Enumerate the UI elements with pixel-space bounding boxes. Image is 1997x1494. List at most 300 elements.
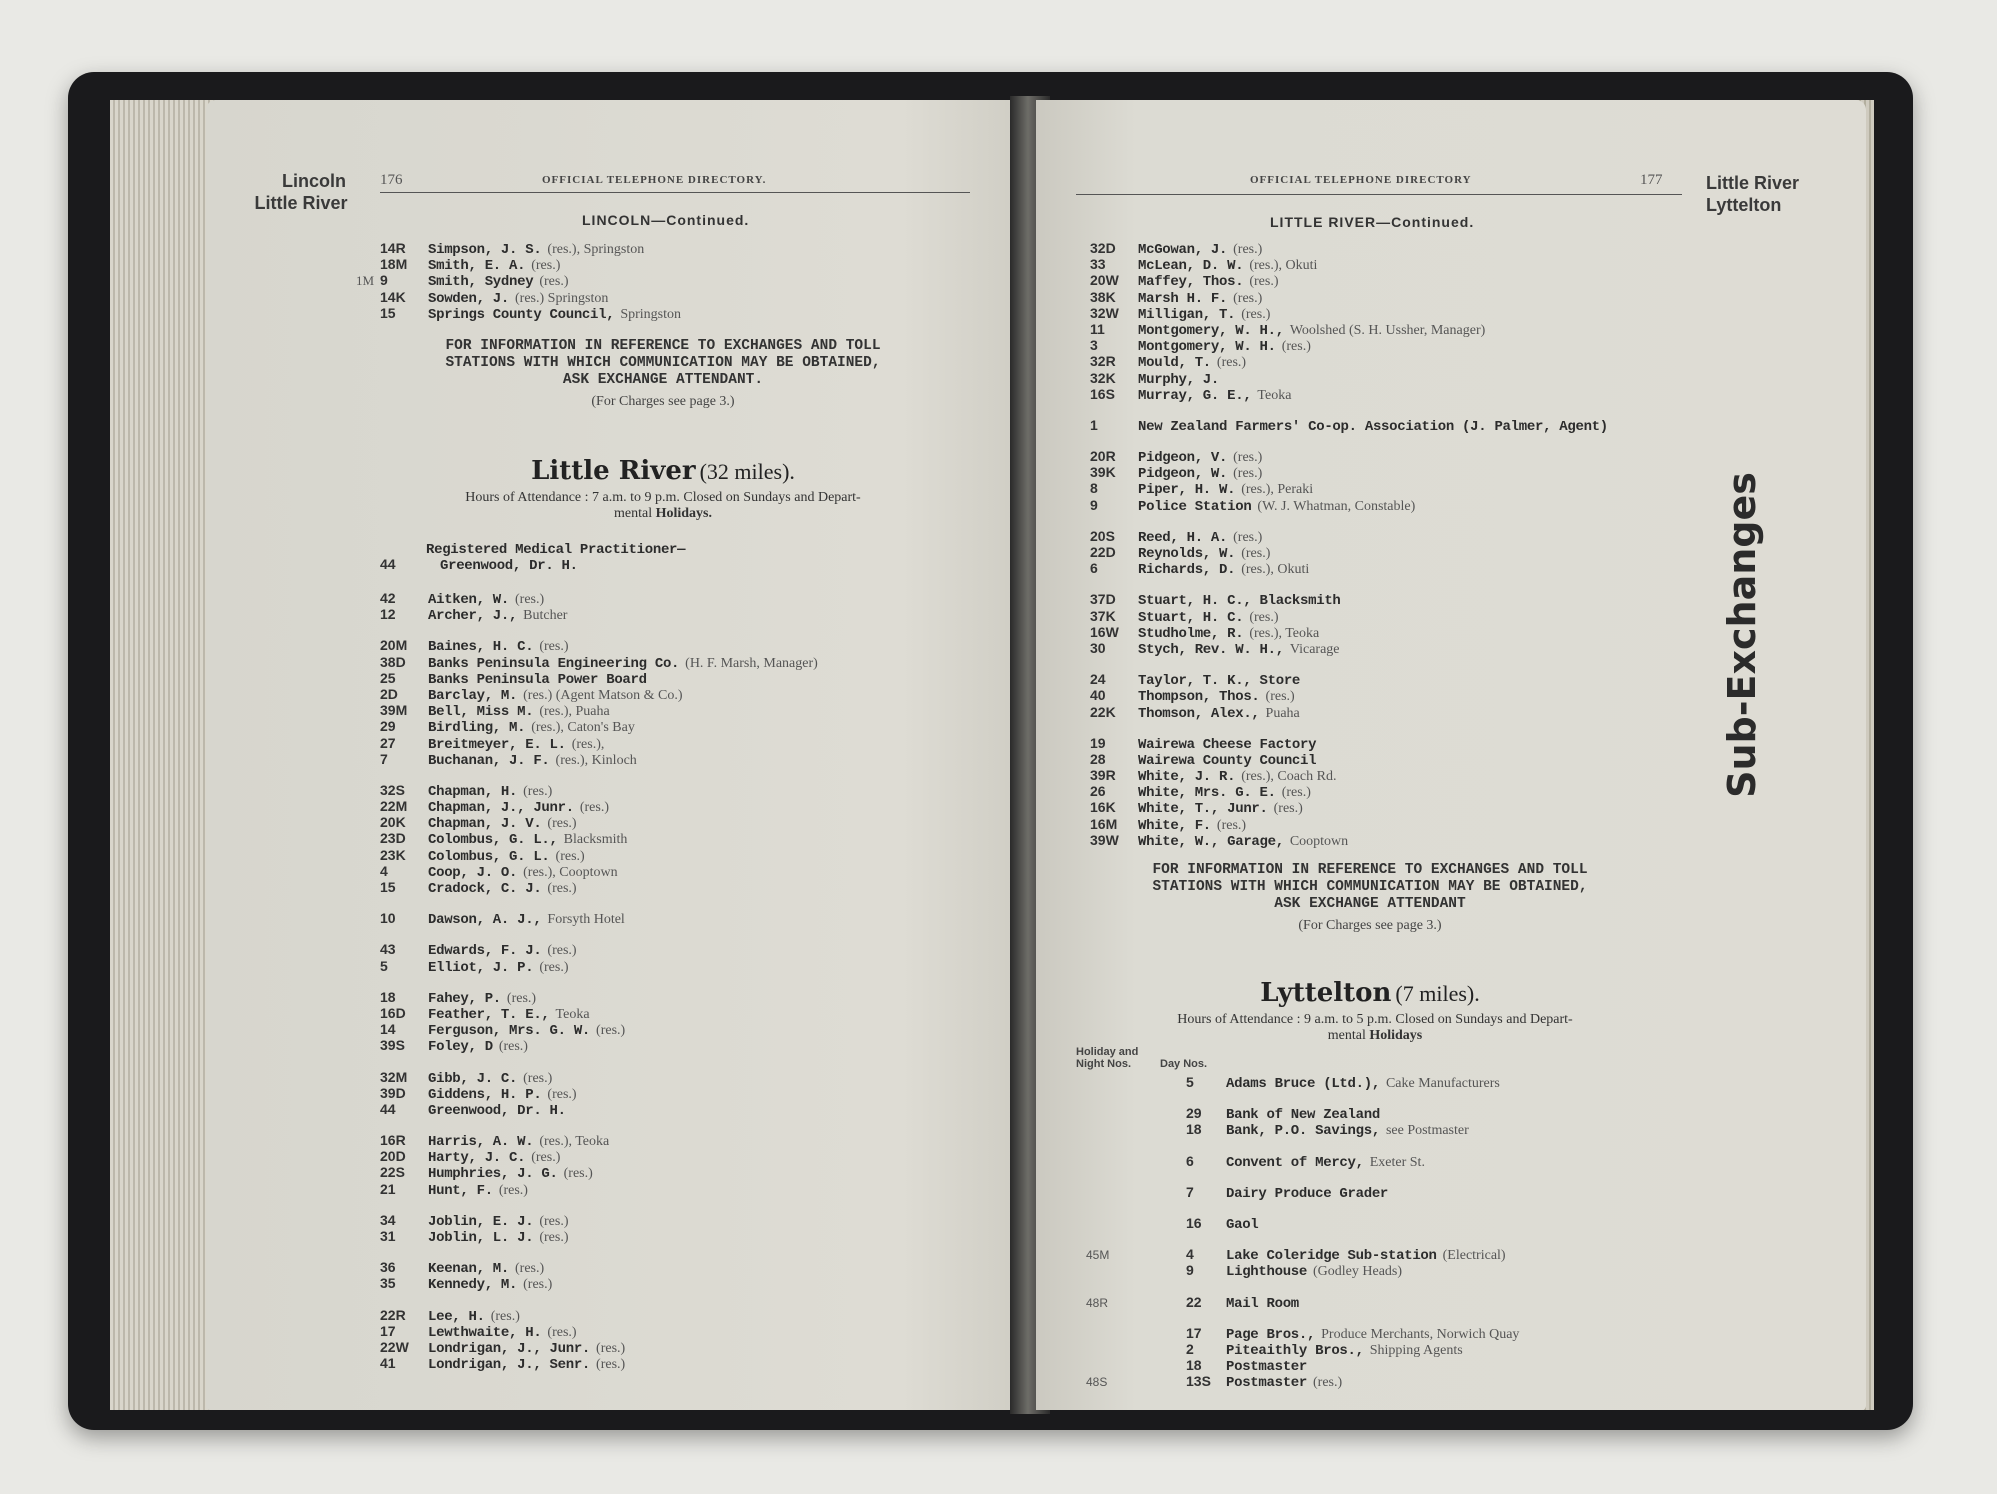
entry-name: Piteaithly Bros., <box>1226 1342 1364 1359</box>
entry-name: Giddens, H. P. <box>428 1086 542 1103</box>
entry-name: Foley, D <box>428 1039 493 1056</box>
header-rule <box>1076 194 1682 195</box>
entry-detail: (res.), Coach Rd. <box>1241 769 1337 785</box>
column-head-line: Holiday and <box>1076 1046 1139 1058</box>
directory-entry <box>380 958 818 974</box>
directory-entry <box>380 735 818 751</box>
entry-name: Edwards, F. J. <box>428 943 542 960</box>
entry-name: Reynolds, W. <box>1138 546 1236 562</box>
directory-entry <box>380 1307 818 1323</box>
entry-detail: (res.) <box>523 783 553 799</box>
entry-name: Murray, G. E., <box>1138 387 1252 404</box>
entry-number: 8 <box>1090 480 1098 497</box>
directory-entry <box>380 1259 818 1278</box>
entry-name: Banks Peninsula Engineering Co. <box>428 655 680 672</box>
directory-entry <box>1086 1341 1519 1357</box>
exchange-miles: (7 miles). <box>1395 981 1480 1006</box>
entry-detail: (res.) <box>596 1023 626 1039</box>
entry-name: Montgomery, W. H., <box>1138 322 1284 339</box>
directory-entry <box>380 1181 818 1197</box>
entry-number: 38D <box>380 653 406 670</box>
entry-number: 21 <box>380 1180 396 1197</box>
entry-number: 17 <box>380 1322 396 1339</box>
entry-name: Lighthouse <box>1226 1264 1308 1281</box>
entry-name: Maffey, Thos. <box>1138 274 1244 291</box>
entry-detail: (res.), Okuti <box>1249 258 1318 274</box>
header-rule <box>380 192 970 193</box>
directory-entry <box>1090 640 1608 656</box>
entry-number: 32W <box>1090 304 1119 321</box>
entry-detail: (res.) <box>506 990 537 1006</box>
directory-entry <box>380 798 818 817</box>
entry-detail: (res.) <box>579 800 609 816</box>
info-notice <box>378 338 948 389</box>
page-number: 176 <box>380 172 403 188</box>
entry-detail: (res.) <box>523 1070 553 1086</box>
entry-name: Mould, T. <box>1138 355 1211 372</box>
entry-number: 16D <box>380 1004 406 1021</box>
entry-name: Stych, Rev. W. H., <box>1138 641 1284 658</box>
directory-entry <box>1086 1262 1519 1281</box>
info-line: STATIONS WITH WHICH COMMUNICATION MAY BE OBTAINED, <box>1152 879 1588 895</box>
exchange-name: Lyttelton <box>1260 978 1392 1008</box>
entry-name: Archer, J., <box>428 608 518 625</box>
entry-name: Piper, H. W. <box>1138 482 1236 499</box>
entry-number: 33 <box>1090 256 1106 273</box>
entry-detail: (res.) <box>555 848 585 864</box>
entry-name: Page Bros., <box>1226 1326 1316 1343</box>
entry-name: Londrigan, J., Senr. <box>428 1357 591 1374</box>
directory-entry <box>380 1275 818 1294</box>
directory-entry <box>356 256 681 275</box>
entry-name: Aitken, W. <box>428 592 510 608</box>
entry-number: 32S <box>380 781 405 798</box>
directory-entry <box>1090 671 1608 690</box>
page-number: 177 <box>1640 172 1663 188</box>
entry-name: Montgomery, W. H. <box>1138 339 1276 356</box>
entry-number: 22S <box>380 1164 405 1181</box>
lincoln-entries <box>356 240 681 321</box>
exchange-heading <box>378 456 948 486</box>
section-title: LINCOLN—Continued. <box>582 212 750 228</box>
entry-name: White, F. <box>1138 817 1211 834</box>
entry-name: Greenwood, Dr. H. <box>428 1102 566 1119</box>
entry-number: 4 <box>1186 1246 1194 1263</box>
entry-number: 20K <box>380 814 406 831</box>
hours-line: Hours of Attendance : 9 a.m. to 5 p.m. Closed on Sundays and Depart- <box>1177 1012 1573 1027</box>
entry-number: 18M <box>380 256 408 273</box>
entry-number: 7 <box>380 750 388 767</box>
entry-detail: (res.) <box>547 943 577 959</box>
entry-detail: (res.), Teoka <box>539 1134 610 1150</box>
entry-name: Stuart, H. C., Blacksmith <box>1138 593 1341 610</box>
entry-detail: (res.) <box>596 1340 626 1356</box>
directory-entry <box>1090 608 1608 624</box>
entry-name: Marsh H. F. <box>1138 290 1228 307</box>
directory-entry <box>1090 735 1608 751</box>
entry-name: Cradock, C. J. <box>428 881 542 897</box>
entry-number: 22R <box>380 1306 406 1323</box>
directory-entry <box>380 1069 818 1085</box>
entry-name: White, J. R. <box>1138 769 1236 786</box>
hours-line: Hours of Attendance : 7 a.m. to 9 p.m. Closed on Sundays and Depart- <box>465 490 861 505</box>
entry-number: 20R <box>1090 448 1116 465</box>
entry-detail: (res.) (Agent Matson & Co.) <box>523 687 683 703</box>
entry-detail: (res.) <box>1216 817 1247 833</box>
entry-name: Elliot, J. P. <box>428 959 534 976</box>
directory-entry <box>1090 480 1608 499</box>
thumb-index-left <box>254 170 354 214</box>
entry-number: 16S <box>1090 385 1115 402</box>
entry-number: 23K <box>380 846 406 863</box>
entry-detail: (res.) <box>1241 306 1271 322</box>
directory-entry <box>380 637 818 656</box>
entry-detail: (res.) <box>1241 546 1271 561</box>
entry-detail: (res.) <box>596 1357 626 1373</box>
directory-entry <box>1090 448 1608 467</box>
thumb-index-item: Little River <box>254 193 348 213</box>
directory-entry <box>1090 767 1608 786</box>
entry-number: 30 <box>1090 639 1106 656</box>
entry-number: 34 <box>380 1211 396 1228</box>
entry-number: 42 <box>380 590 396 606</box>
entry-name: Convent of Mercy, <box>1226 1154 1364 1171</box>
entry-number: 24 <box>1090 671 1106 688</box>
directory-entry <box>1086 1294 1519 1310</box>
medical-entry <box>380 556 578 574</box>
exchange-miles: (32 miles). <box>699 459 795 484</box>
directory-entry <box>1090 560 1608 579</box>
column-head-line: Night Nos. <box>1076 1058 1131 1070</box>
entry-number: 20W <box>1090 272 1119 289</box>
entry-name: Pidgeon, W. <box>1138 466 1228 483</box>
entry-name: White, W., Garage, <box>1138 833 1284 850</box>
entry-name: Postmaster <box>1226 1375 1308 1392</box>
info-line: ASK EXCHANGE ATTENDANT. <box>562 372 764 388</box>
entry-name: Gibb, J. C. <box>428 1070 518 1087</box>
entry-number: 20D <box>380 1148 406 1165</box>
little-river-entries <box>1090 240 1608 848</box>
directory-entry <box>1086 1373 1519 1392</box>
entry-name: Colombus, G. L., <box>428 832 558 849</box>
entry-detail: Produce Merchants, Norwich Quay <box>1321 1326 1520 1342</box>
directory-entry <box>380 654 818 670</box>
entry-name: Lake Coleridge Sub-station <box>1226 1248 1437 1265</box>
directory-entry <box>1090 832 1608 848</box>
entry-name: Smith, E. A. <box>428 258 526 275</box>
entry-name: Lewthwaite, H. <box>428 1324 542 1341</box>
directory-entry <box>1090 464 1608 483</box>
entry-detail: (res.), <box>571 736 605 752</box>
directory-entry <box>380 1212 818 1228</box>
running-head: OFFICIAL TELEPHONE DIRECTORY. <box>542 174 767 186</box>
entry-name: Postmaster <box>1226 1359 1308 1376</box>
entry-detail: Shipping Agents <box>1369 1342 1463 1358</box>
entry-number: 39D <box>380 1084 406 1101</box>
entry-name: Reed, H. A. <box>1138 529 1228 546</box>
entry-detail: (res.) <box>498 1182 528 1198</box>
entry-number: 35 <box>380 1275 396 1292</box>
directory-entry <box>1090 386 1608 402</box>
entry-detail: (res.) <box>563 1166 593 1182</box>
exchange-heading <box>1090 978 1650 1008</box>
entry-name: Police Station <box>1138 498 1252 515</box>
entry-number: 23D <box>380 830 406 847</box>
lyttelton-entries <box>1086 1074 1520 1392</box>
thumb-index-right <box>1706 172 1799 216</box>
entry-number: 32R <box>1090 353 1116 370</box>
entry-name: Harris, A. W. <box>428 1134 534 1151</box>
entry-number: 15 <box>380 879 396 895</box>
hours-line: mental <box>1327 1028 1370 1043</box>
entry-name: Springs County Council, <box>428 306 615 323</box>
entry-number: 6 <box>1090 560 1098 577</box>
entry-name: Colombus, G. L. <box>428 848 550 865</box>
entry-number: 22M <box>380 798 408 815</box>
entry-name: Baines, H. C. <box>428 639 534 656</box>
entry-number: 39W <box>1090 831 1119 848</box>
directory-entry <box>1086 1121 1519 1140</box>
directory-entry <box>380 1037 818 1056</box>
entry-number: 29 <box>380 718 396 735</box>
entry-name: Harty, J. C. <box>428 1150 526 1167</box>
entry-detail: (res.) <box>547 1086 577 1102</box>
section-title: LITTLE RIVER—Continued. <box>1270 214 1475 230</box>
entry-name: Humphries, J. G. <box>428 1166 558 1183</box>
entry-name: Chapman, J. V. <box>428 816 542 833</box>
holiday-number: 48R <box>1086 1295 1109 1310</box>
margin-number: 1M <box>356 273 375 289</box>
entry-name: Studholme, R. <box>1138 625 1244 642</box>
entry-name: Wairewa Cheese Factory <box>1138 736 1317 753</box>
sideways-label-text: Sub-Exchanges <box>1720 472 1764 798</box>
directory-entry <box>380 1101 818 1117</box>
entry-detail: (res.) <box>1249 609 1279 625</box>
entry-number: 20M <box>380 637 408 654</box>
entry-detail: Butcher <box>523 608 568 624</box>
entry-name: Fahey, P. <box>428 990 501 1007</box>
entry-number: 37K <box>1090 607 1116 624</box>
holiday-number: 45M <box>1086 1248 1110 1263</box>
directory-entry <box>1086 1184 1519 1200</box>
entry-detail: see Postmaster <box>1385 1123 1469 1139</box>
entry-name: Sowden, J. <box>428 290 510 307</box>
entry-detail: (res.) <box>1273 801 1303 817</box>
directory-entry <box>380 847 818 863</box>
entry-number: 37D <box>1090 591 1116 608</box>
directory-entry <box>380 1164 818 1183</box>
entry-detail: Springston <box>620 306 682 322</box>
directory-entry <box>1086 1246 1519 1265</box>
entry-name: Gaol <box>1226 1216 1259 1233</box>
entry-number: 43 <box>380 941 396 958</box>
entry-detail: Exeter St. <box>1369 1154 1425 1170</box>
entry-detail: Vicarage <box>1289 641 1340 657</box>
charges-note: (For Charges see page 3.) <box>1298 918 1442 933</box>
entry-detail: (res.), Caton's Bay <box>531 720 635 736</box>
entry-name: Smith, Sydney <box>428 274 534 291</box>
entry-number: 7 <box>1186 1183 1194 1200</box>
entry-name: Chapman, H. <box>428 783 518 800</box>
entry-detail: (res.) <box>1216 355 1247 371</box>
holiday-number: 48S <box>1086 1375 1108 1390</box>
entry-detail: (res.) <box>1233 466 1263 482</box>
directory-entry <box>1090 305 1608 321</box>
entry-number: 14 <box>380 1021 396 1038</box>
directory-entry <box>380 1005 818 1021</box>
entry-detail: Woolshed (S. H. Ussher, Manager) <box>1289 322 1486 338</box>
entry-number: 2 <box>1186 1340 1194 1357</box>
directory-entry <box>1090 321 1608 337</box>
entry-detail: (res.) <box>547 881 577 896</box>
entry-number: 29 <box>1186 1105 1202 1122</box>
info-line: ASK EXCHANGE ATTENDANT <box>1274 896 1466 912</box>
thumb-index-item: Lyttelton <box>1706 195 1782 215</box>
entry-detail: (res.) <box>539 639 569 655</box>
entry-number: 31 <box>380 1228 396 1244</box>
entry-name: White, Mrs. G. E. <box>1138 785 1276 802</box>
entry-number: 9 <box>380 272 388 289</box>
exchange-name: Little River <box>531 456 696 486</box>
directory-entry <box>1090 417 1608 433</box>
entry-detail: (res.) <box>539 959 569 975</box>
directory-entry <box>380 1323 818 1339</box>
entry-name: Chapman, J., Junr. <box>428 800 574 817</box>
entry-number: 26 <box>1090 783 1106 800</box>
info-line: FOR INFORMATION IN REFERENCE TO EXCHANGES AND TOLL <box>1152 862 1588 878</box>
hours-holidays: Holidays. <box>655 506 712 521</box>
directory-entry <box>380 590 818 606</box>
entry-number: 16K <box>1090 799 1116 816</box>
entry-number: 13S <box>1186 1373 1211 1390</box>
entry-number: 12 <box>380 606 396 623</box>
entry-number: 3 <box>1090 337 1098 354</box>
directory-entry <box>1090 337 1608 356</box>
right-page <box>1036 100 1866 1410</box>
entry-name: Hunt, F. <box>428 1182 493 1199</box>
entry-name: Dairy Produce Grader <box>1226 1185 1389 1202</box>
entry-number: 39R <box>1090 767 1116 784</box>
entry-detail: Forsyth Hotel <box>547 912 625 928</box>
entry-detail: (res.) <box>490 1308 520 1324</box>
entry-name: Joblin, E. J. <box>428 1213 534 1230</box>
entry-detail: Blacksmith <box>563 832 628 848</box>
directory-entry <box>380 879 818 895</box>
entry-name: Simpson, J. S. <box>428 242 542 258</box>
directory-entry <box>1090 370 1608 386</box>
directory-entry <box>380 670 818 686</box>
directory-entry <box>1090 272 1608 291</box>
entry-number: 22D <box>1090 544 1116 560</box>
entry-number: 18 <box>1186 1357 1202 1374</box>
entry-detail: (res.) <box>1233 529 1263 545</box>
little-river-entries <box>380 590 818 1374</box>
entry-name: Breitmeyer, E. L. <box>428 736 566 753</box>
entry-name: McGowan, J. <box>1138 242 1228 258</box>
entry-detail: (res.), Kinloch <box>555 752 637 768</box>
entry-name: Joblin, L. J. <box>428 1230 534 1246</box>
entry-name: Wairewa County Council <box>1138 752 1317 769</box>
directory-entry <box>1090 704 1608 720</box>
entry-detail: Cooptown <box>1289 833 1349 849</box>
entry-number: 28 <box>1090 750 1106 767</box>
entry-detail: (res.), Peraki <box>1241 482 1314 498</box>
entry-number: 32K <box>1090 369 1116 386</box>
entry-name: McLean, D. W. <box>1138 258 1244 275</box>
directory-entry <box>1090 353 1608 372</box>
entry-number: 9 <box>1186 1262 1194 1279</box>
entry-number: 10 <box>380 910 396 927</box>
entry-detail: (res.) <box>547 1324 577 1340</box>
directory-entry <box>1090 544 1608 560</box>
entry-name: Feather, T. E., <box>428 1006 550 1023</box>
entry-detail: (res.) <box>1281 339 1311 355</box>
directory-entry <box>380 1148 818 1167</box>
entry-detail: (res.) <box>539 1213 569 1229</box>
entry-detail: (res.), Teoka <box>1249 625 1320 641</box>
hours-of-attendance <box>1090 1012 1660 1044</box>
entry-detail: Puaha <box>1265 705 1300 721</box>
entry-detail: (res.) Springston <box>515 290 609 306</box>
entry-detail: Teoka <box>555 1006 590 1022</box>
directory-entry <box>356 289 681 305</box>
entry-name: Richards, D. <box>1138 562 1236 579</box>
entry-detail: (res.), Cooptown <box>523 864 618 880</box>
thumb-index-item: Lincoln <box>282 171 346 191</box>
directory-entry <box>1086 1074 1519 1090</box>
directory-entry <box>1090 591 1608 610</box>
directory-entry <box>1090 816 1608 832</box>
entry-number: 4 <box>380 862 388 879</box>
entry-name: Keenan, M. <box>428 1261 510 1278</box>
directory-entry <box>380 718 818 737</box>
directory-entry <box>356 305 681 321</box>
directory-entry <box>380 814 818 833</box>
entry-name: Mail Room <box>1226 1295 1299 1312</box>
entry-detail: (Godley Heads) <box>1313 1264 1403 1280</box>
directory-entry <box>380 863 818 879</box>
entry-name: Coop, J. O. <box>428 864 518 881</box>
directory-entry <box>380 686 818 702</box>
directory-entry <box>356 272 681 291</box>
hours-holidays: Holidays <box>1369 1028 1423 1043</box>
entry-detail: (res.) <box>539 274 569 290</box>
directory-entry <box>380 941 818 960</box>
entry-name: White, T., Junr. <box>1138 801 1268 818</box>
directory-entry <box>1090 240 1608 256</box>
entry-number: 44 <box>380 556 396 572</box>
entry-number: 14R <box>380 240 406 256</box>
entry-detail: (res.) <box>498 1039 528 1055</box>
entry-detail: (res.) <box>1249 274 1279 290</box>
directory-entry <box>1090 289 1608 305</box>
hours-of-attendance <box>378 490 948 522</box>
directory-entry <box>1090 497 1608 513</box>
entry-number: 11 <box>1090 320 1105 337</box>
entry-number: 25 <box>380 669 396 686</box>
left-page <box>206 100 1024 1410</box>
entry-number: 16 <box>1186 1214 1202 1231</box>
thumb-index-item: Little River <box>1706 173 1800 193</box>
entry-name: Stuart, H. C. <box>1138 609 1244 626</box>
directory-entry <box>380 989 818 1005</box>
entry-number: 32D <box>1090 240 1116 256</box>
entry-name: Pidgeon, V. <box>1138 450 1228 467</box>
entry-detail: Cake Manufacturers <box>1385 1076 1500 1091</box>
running-head: OFFICIAL TELEPHONE DIRECTORY <box>1250 174 1472 186</box>
entry-detail: (res.) <box>1233 242 1263 257</box>
entry-detail: (res.) <box>1281 785 1311 801</box>
